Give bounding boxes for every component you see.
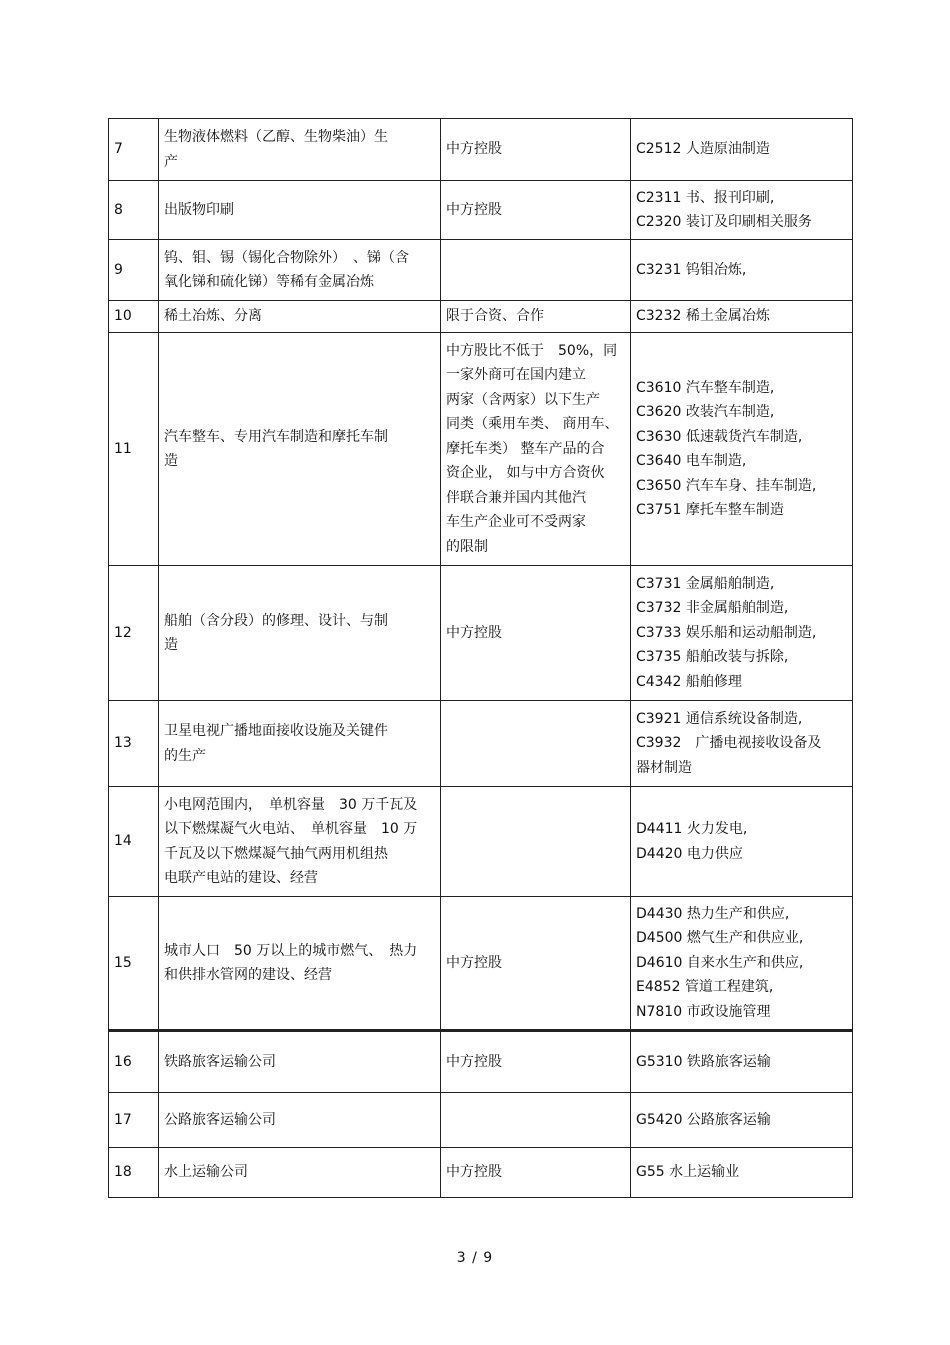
cell-text-line: 中方控股 <box>446 201 502 218</box>
cell-text-line: 一家外商可在国内建立 <box>446 367 586 384</box>
cell-text-line: C3932 广播电视接收设备及 <box>636 735 822 752</box>
industry-code-cell <box>631 566 853 701</box>
cell-text-line: 小电网范围内， 单机容量 30 万千瓦及 <box>164 796 418 813</box>
table-row <box>109 701 853 787</box>
item-cell <box>159 301 441 333</box>
row-number-cell: 9 <box>109 240 159 301</box>
cell-text-line: G5310 铁路旅客运输 <box>636 1053 771 1070</box>
industry-code-cell <box>631 1148 853 1198</box>
cell-text-line: 中方控股 <box>446 141 502 158</box>
page-number: 3 / 9 <box>456 1250 494 1266</box>
cell-text-line: C3650 汽车车身、挂车制造, <box>636 477 817 494</box>
cell-text-line: 卫星电视广播地面接收设施及关键件 <box>164 723 388 739</box>
cell-text-line: 生物液体燃料（乙醇、生物柴油）生 <box>164 129 388 145</box>
row-number-cell: 13 <box>109 701 159 787</box>
cell-text-line: 氧化锑和硫化锑）等稀有金属冶炼 <box>164 274 374 290</box>
cell-text-line: 资企业， 如与中方合资伙 <box>446 465 605 482</box>
item-cell <box>159 787 441 897</box>
cell-text-line: 中方控股 <box>446 954 502 971</box>
table-row <box>109 787 853 897</box>
cell-text-line: C3231 钨钼冶炼, <box>636 261 747 278</box>
cell-text-line: C3630 低速载货汽车制造, <box>636 428 803 445</box>
cell-text-line: C3921 通信系统设备制造, <box>636 710 803 727</box>
industry-table <box>108 118 853 1198</box>
condition-cell <box>441 701 631 787</box>
cell-text-line: C2320 装订及印刷相关服务 <box>636 214 812 230</box>
cell-text-line: C3735 船舶改装与拆除, <box>636 649 789 666</box>
cell-text-line: 以下燃煤凝气火电站、 单机容量 10 万 <box>164 821 418 837</box>
table-row <box>109 1148 853 1198</box>
cell-text-line: 中方股比不低于 50%，同 <box>446 342 618 359</box>
condition-cell <box>441 333 631 566</box>
cell-text-line: C2512 人造原油制造 <box>636 141 770 158</box>
row-number-cell: 16 <box>109 1031 159 1093</box>
cell-text-line: C3751 摩托车整车制造 <box>636 502 784 518</box>
item-cell <box>159 181 441 240</box>
condition-cell <box>441 1093 631 1148</box>
cell-text-line: C3620 改装汽车制造, <box>636 404 775 420</box>
cell-text-line: 千瓦及以下燃煤凝气抽气两用机组热 <box>164 845 388 862</box>
cell-text-line: G5420 公路旅客运输 <box>636 1111 771 1128</box>
condition-cell <box>441 566 631 701</box>
table-row <box>109 240 853 301</box>
row-number-cell: 10 <box>109 301 159 333</box>
condition-cell <box>441 787 631 897</box>
condition-cell <box>441 181 631 240</box>
condition-cell <box>441 897 631 1031</box>
cell-text-line: C3232 稀土金属冶炼 <box>636 308 770 325</box>
item-cell <box>159 119 441 181</box>
row-number-cell: 8 <box>109 181 159 240</box>
cell-text-line: 同类（乘用车类、 商用车、 <box>446 416 619 433</box>
cell-text-line: 中方控股 <box>446 624 502 641</box>
cell-text-line: 公路旅客运输公司 <box>164 1111 276 1128</box>
cell-text-line: 器材制造 <box>636 759 692 776</box>
cell-text-line: 的生产 <box>164 747 206 764</box>
condition-cell <box>441 240 631 301</box>
table-row <box>109 1031 853 1093</box>
industry-code-cell <box>631 119 853 181</box>
cell-text-line: D4500 燃气生产和供应业, <box>636 930 804 947</box>
cell-text-line: 城市人口 50 万以上的城市燃气、 热力 <box>164 942 418 959</box>
cell-text-line: 造 <box>164 637 178 653</box>
cell-text-line: 的限制 <box>446 538 488 555</box>
item-cell <box>159 897 441 1031</box>
industry-code-cell <box>631 240 853 301</box>
industry-code-cell <box>631 1093 853 1148</box>
item-cell <box>159 566 441 701</box>
cell-text-line: 钨、钼、锡（锡化合物除外） 、锑（含 <box>164 249 409 266</box>
industry-code-cell <box>631 1031 853 1093</box>
table-row <box>109 301 853 333</box>
condition-cell <box>441 301 631 333</box>
table-row <box>109 181 853 240</box>
cell-text-line: 中方控股 <box>446 1164 502 1181</box>
cell-text-line: D4430 热力生产和供应, <box>636 905 790 922</box>
cell-text-line: 车生产企业可不受两家 <box>446 514 586 531</box>
condition-cell <box>441 1148 631 1198</box>
cell-text-line: 稀土冶炼、分离 <box>164 308 262 325</box>
item-cell <box>159 1093 441 1148</box>
row-number-cell: 7 <box>109 119 159 181</box>
cell-text-line: 造 <box>164 453 178 469</box>
table-row <box>109 897 853 1031</box>
cell-text-line: C4342 船舶修理 <box>636 673 742 690</box>
industry-code-cell <box>631 701 853 787</box>
cell-text-line: 电联产电站的建设、经营 <box>164 870 318 886</box>
table-row <box>109 1093 853 1148</box>
cell-text-line: C2311 书、报刊印刷, <box>636 189 775 206</box>
cell-text-line: D4610 自来水生产和供应, <box>636 954 804 971</box>
cell-text-line: 中方控股 <box>446 1053 502 1070</box>
industry-code-cell <box>631 301 853 333</box>
cell-text-line: 两家（含两家）以下生产 <box>446 391 600 408</box>
row-number-cell: 14 <box>109 787 159 897</box>
item-cell <box>159 1031 441 1093</box>
table-row <box>109 119 853 181</box>
cell-text-line: D4420 电力供应 <box>636 845 743 862</box>
cell-text-line: E4852 管道工程建筑, <box>636 979 774 996</box>
cell-text-line: C3732 非金属船舶制造, <box>636 600 789 617</box>
cell-text-line: N7810 市政设施管理 <box>636 1003 771 1020</box>
industry-code-cell <box>631 181 853 240</box>
cell-text-line: 船舶（含分段）的修理、设计、与制 <box>164 612 388 629</box>
cell-text-line: 汽车整车、专用汽车制造和摩托车制 <box>164 428 388 445</box>
row-number-cell: 12 <box>109 566 159 701</box>
table-body <box>109 119 853 1198</box>
cell-text-line: C3731 金属船舶制造, <box>636 575 775 592</box>
cell-text-line: 水上运输公司 <box>164 1164 248 1181</box>
cell-text-line: C3610 汽车整车制造, <box>636 379 775 396</box>
cell-text-line: C3733 娱乐船和运动船制造, <box>636 624 817 641</box>
item-cell <box>159 240 441 301</box>
item-cell <box>159 1148 441 1198</box>
cell-text-line: C3640 电车制造, <box>636 453 747 469</box>
cell-text-line: 限于合资、合作 <box>446 308 544 325</box>
row-number-cell: 18 <box>109 1148 159 1198</box>
industry-code-cell <box>631 787 853 897</box>
row-number-cell: 17 <box>109 1093 159 1148</box>
item-cell <box>159 333 441 566</box>
cell-text-line: 伴联合兼并国内其他汽 <box>446 489 586 506</box>
cell-text-line: 铁路旅客运输公司 <box>164 1053 276 1070</box>
table-row <box>109 566 853 701</box>
cell-text-line: 和供排水管网的建设、经营 <box>164 967 332 983</box>
industry-code-cell <box>631 333 853 566</box>
industry-code-cell <box>631 897 853 1031</box>
table-row <box>109 333 853 566</box>
row-number-cell: 15 <box>109 897 159 1031</box>
cell-text-line: 产 <box>164 153 178 170</box>
cell-text-line: D4411 火力发电, <box>636 821 748 837</box>
condition-cell <box>441 119 631 181</box>
cell-text-line: G55 水上运输业 <box>636 1164 740 1181</box>
cell-text-line: 摩托车类） 整车产品的合 <box>446 440 605 457</box>
cell-text-line: 出版物印刷 <box>164 201 234 218</box>
item-cell <box>159 701 441 787</box>
row-number-cell: 11 <box>109 333 159 566</box>
condition-cell <box>441 1031 631 1093</box>
